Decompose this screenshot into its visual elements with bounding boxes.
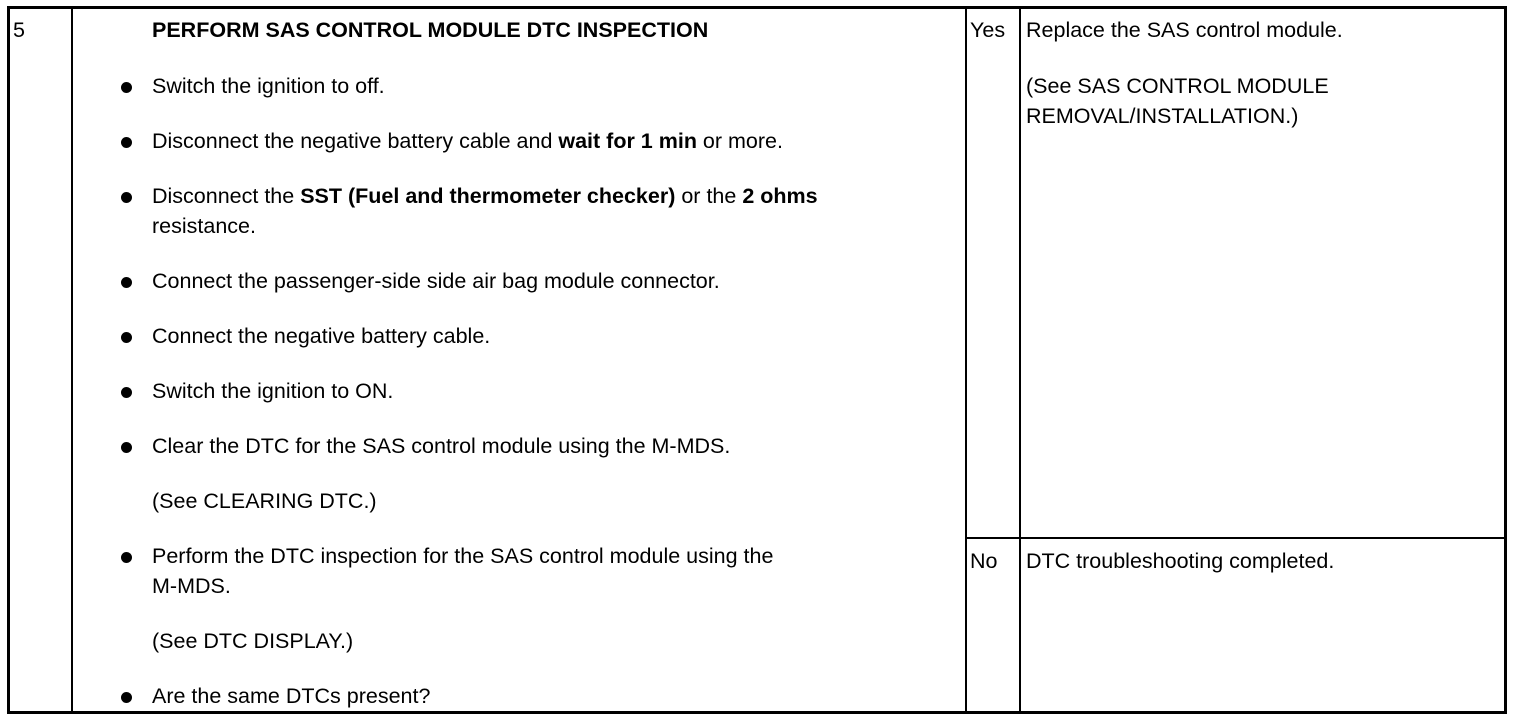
result-no-action: DTC troubleshooting completed.	[1026, 549, 1335, 573]
row-divider-yes-no	[965, 537, 1504, 539]
procedure-question: Are the same DTCs present?	[152, 684, 431, 708]
procedure-item: Switch the ignition to off.	[152, 74, 385, 98]
bullet-icon	[121, 137, 132, 148]
inspection-table	[7, 6, 1507, 714]
result-yes-label: Yes	[970, 18, 1006, 42]
bullet-icon	[121, 332, 132, 343]
step-number: 5	[13, 18, 25, 42]
result-yes-action: Replace the SAS control module.	[1026, 18, 1343, 42]
procedure-item-continued: M-MDS.	[152, 574, 231, 598]
result-no-label: No	[970, 549, 998, 573]
procedure-item: Perform the DTC inspection for the SAS control module using the	[152, 544, 774, 568]
bullet-icon	[121, 552, 132, 563]
column-divider-step	[71, 9, 73, 711]
bullet-icon	[121, 692, 132, 703]
procedure-item: Connect the negative battery cable.	[152, 324, 491, 348]
procedure-reference-dtc-display: (See DTC DISPLAY.)	[152, 629, 354, 653]
procedure-item: Disconnect the SST (Fuel and thermometer checker) or the 2 ohms	[152, 184, 818, 208]
bullet-icon	[121, 82, 132, 93]
result-yes-reference-continued: REMOVAL/INSTALLATION.)	[1026, 104, 1299, 128]
procedure-item: Switch the ignition to ON.	[152, 379, 394, 403]
procedure-item-continued: resistance.	[152, 214, 256, 238]
bullet-icon	[121, 442, 132, 453]
procedure-reference-clearing-dtc: (See CLEARING DTC.)	[152, 489, 377, 513]
result-yes-reference: (See SAS CONTROL MODULE	[1026, 74, 1329, 98]
step-title: PERFORM SAS CONTROL MODULE DTC INSPECTION	[152, 18, 709, 42]
column-divider-action	[1019, 9, 1021, 711]
procedure-item: Disconnect the negative battery cable and wait for 1 min or more.	[152, 129, 783, 153]
bullet-icon	[121, 192, 132, 203]
bullet-icon	[121, 387, 132, 398]
procedure-item: Clear the DTC for the SAS control module using the M-MDS.	[152, 434, 731, 458]
column-divider-result	[965, 9, 967, 711]
bullet-icon	[121, 277, 132, 288]
procedure-item: Connect the passenger-side side air bag module connector.	[152, 269, 720, 293]
